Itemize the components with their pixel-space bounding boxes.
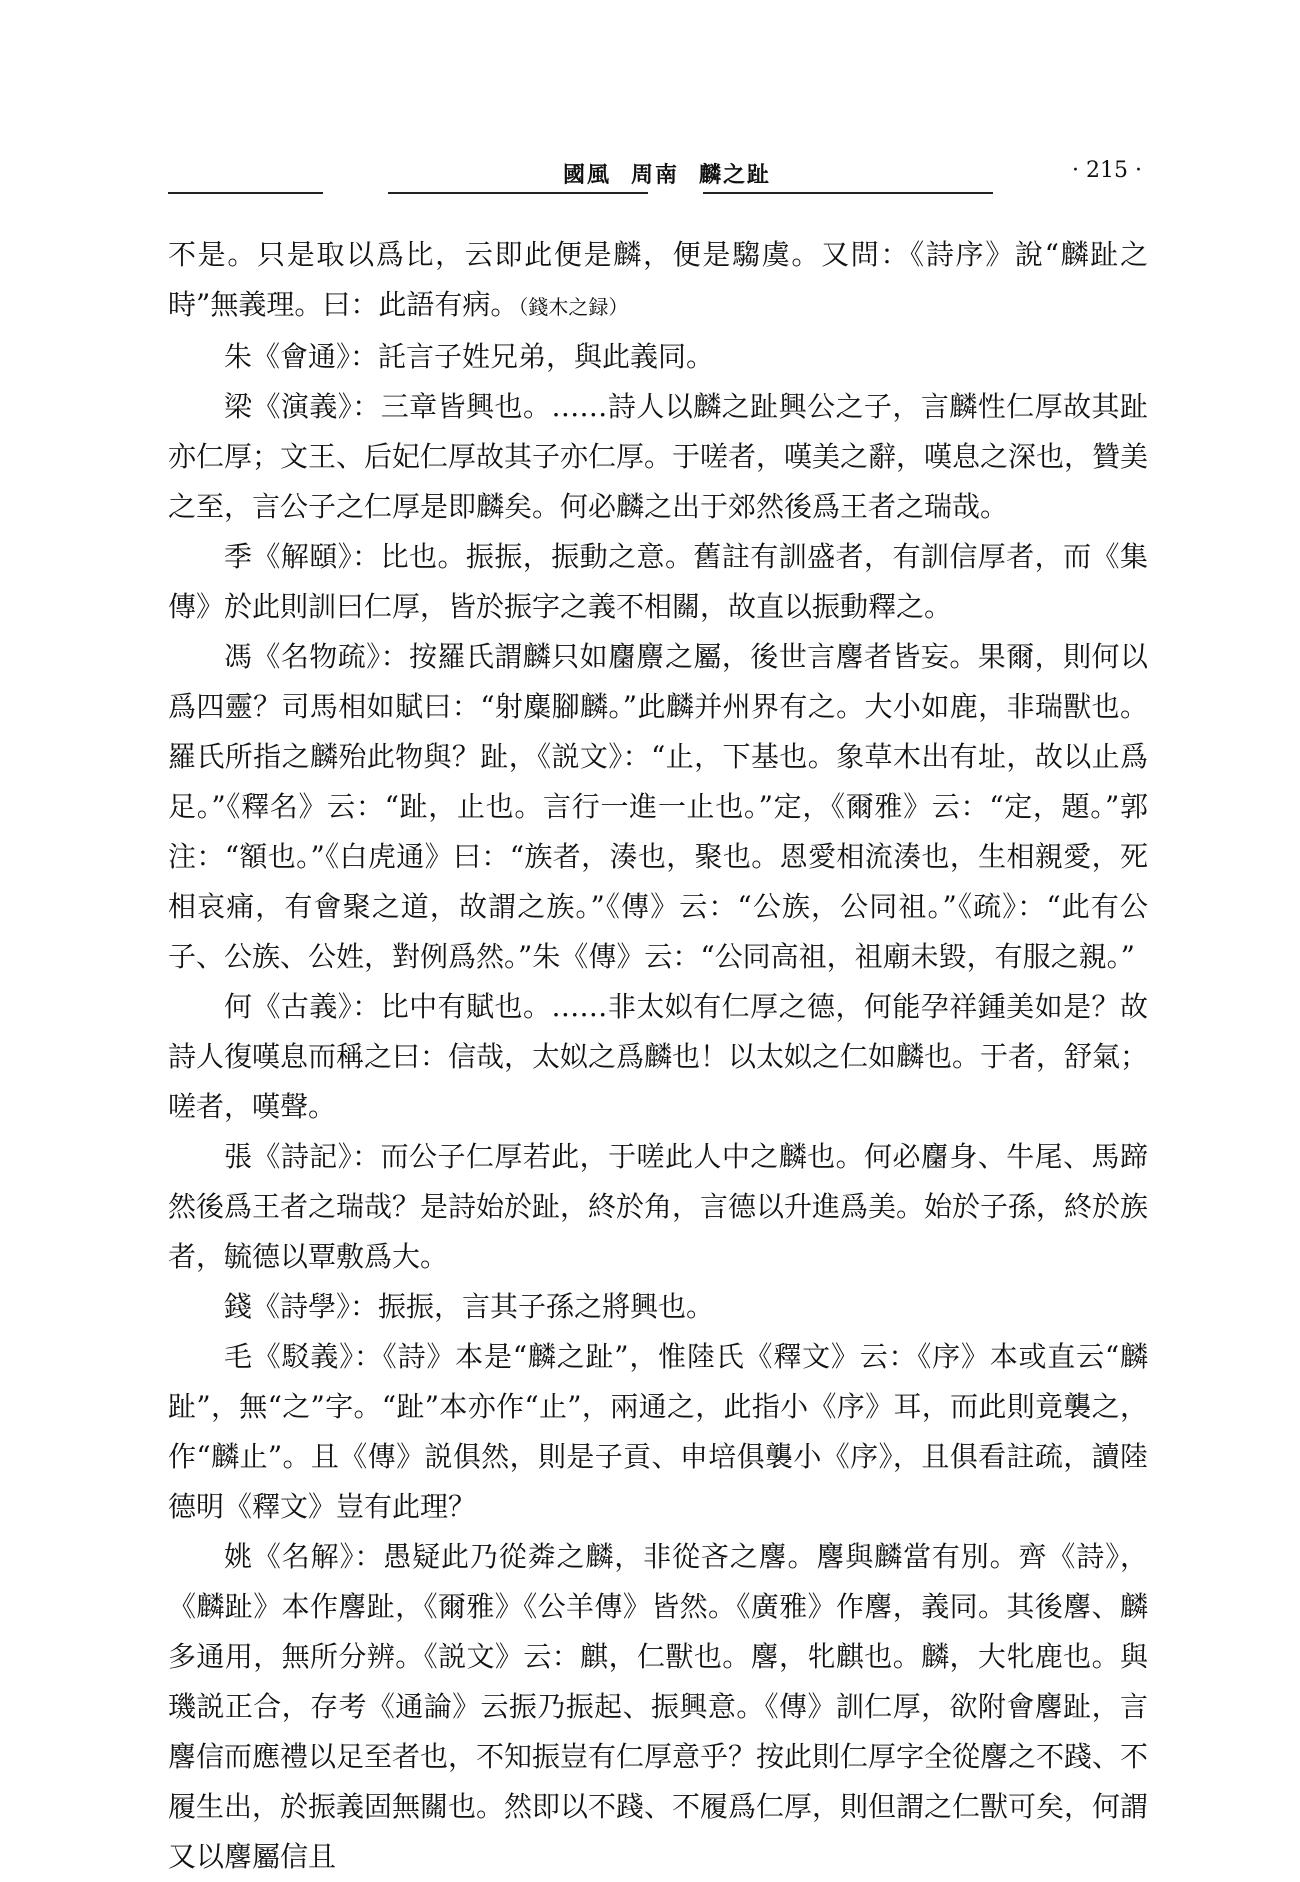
paragraph-text: 不是。只是取以爲比，云即此便是麟，便是騶虞。又問：《詩序》說“麟趾之時”無義理。曰：此語有病。 — [168, 238, 1148, 321]
source-note: （錢木之録） — [518, 295, 629, 319]
paragraph: 朱《會通》：託言子姓兄弟，與此義同。 — [224, 340, 715, 373]
body-text — [168, 230, 1148, 1882]
paragraph: 馮《名物疏》：按羅氏謂麟只如麕麖之屬，後世言麐者皆妄。果爾，則何以爲四靈？司馬相如賦曰：“射麋腳麟。”此麟并州界有之。大小如鹿，非瑞獸也。羅氏所指之麟殆此物與？趾，《説文》：“止，下基也。象草木出有址，故以止爲足。”《釋名》云：“趾，止也。言行一進一止也。”定，《爾雅》云：“定，題。”郭注：“額也。”《白虎通》曰：“族者，湊也，聚也。恩愛相流湊也，生相親愛，死相哀痛，有會聚之道，故謂之族。”《傳》云：“公族，公同祖。”《疏》：“此有公子、公族、公姓，對例爲然。”朱《傳》云：“公同高祖，祖廟未毀，有服之親。” — [168, 640, 1148, 973]
running-header — [168, 158, 1148, 198]
header-section-1: 國風 — [563, 162, 612, 188]
header-rule — [388, 192, 648, 194]
page-number: · 215 · — [1072, 158, 1142, 183]
paragraph: 季《解頤》：比也。振振，振動之意。舊註有訓盛者，有訓信厚者，而《集傳》於此則訓曰仁厚，皆於振字之義不相關，故直以振動釋之。 — [168, 540, 1148, 623]
paragraph: 姚《名解》：愚疑此乃從粦之麟，非從吝之麐。麐與麟當有別。齊《詩》，《麟趾》本作麐趾，《爾雅》《公羊傳》皆然。《廣雅》作麐，義同。其後麐、麟多通用，無所分辨。《説文》云：麒，仁獸也。麐，牝麒也。麟，大牝鹿也。與璣説正合，存考《通論》云振乃振起、振興意。《傳》訓仁厚，欲附會麐趾，言麐信而應禮以足至者也，不知振豈有仁厚意乎？按此則仁厚字全從麐之不踐、不履生出，於振義固無關也。然即以不踐、不履爲仁厚，則但謂之仁獸可矣，何謂又以麐屬信且 — [168, 1540, 1149, 1873]
paragraph: 張《詩記》：而公子仁厚若此，于嗟此人中之麟也。何必麕身、牛尾、馬蹄然後爲王者之瑞哉？是詩始於趾，終於角，言德以升進爲美。始於子孫，終於族者，毓德以覃敷爲大。 — [168, 1140, 1149, 1273]
header-rule — [168, 192, 323, 194]
paragraph: 梁《演義》：三章皆興也。……詩人以麟之趾興公之子，言麟性仁厚故其趾亦仁厚；文王、后妃仁厚故其子亦仁厚。于嗟者，嘆美之辭，嘆息之深也，贊美之至，言公子之仁厚是即麟矣。何必麟之出于郊然後爲王者之瑞哉。 — [168, 390, 1149, 523]
paragraph: 錢《詩學》：振振，言其子孫之將興也。 — [224, 1290, 715, 1323]
paragraph: 何《古義》：比中有賦也。……非太姒有仁厚之德，何能孕祥鍾美如是？故詩人復嘆息而稱之曰：信哉，太姒之爲麟也！以太姒之仁如麟也。于者，舒氣；嗟者，嘆聲。 — [168, 990, 1149, 1123]
header-rule — [703, 192, 993, 194]
header-section-3: 麟之趾 — [699, 162, 772, 188]
header-section-2: 周南 — [631, 162, 680, 188]
paragraph: 毛《駁義》：《詩》本是“麟之趾”，惟陸氏《釋文》云：《序》本或直云“麟趾”，無“之”字。“趾”本亦作“止”，兩通之，此指小《序》耳，而此則竟襲之，作“麟止”。且《傳》説俱然，則是子貢、申培俱襲小《序》，且俱看註疏，讀陸德明《釋文》豈有此理？ — [168, 1340, 1148, 1523]
paragraph — [168, 230, 1148, 332]
running-title — [563, 158, 791, 189]
